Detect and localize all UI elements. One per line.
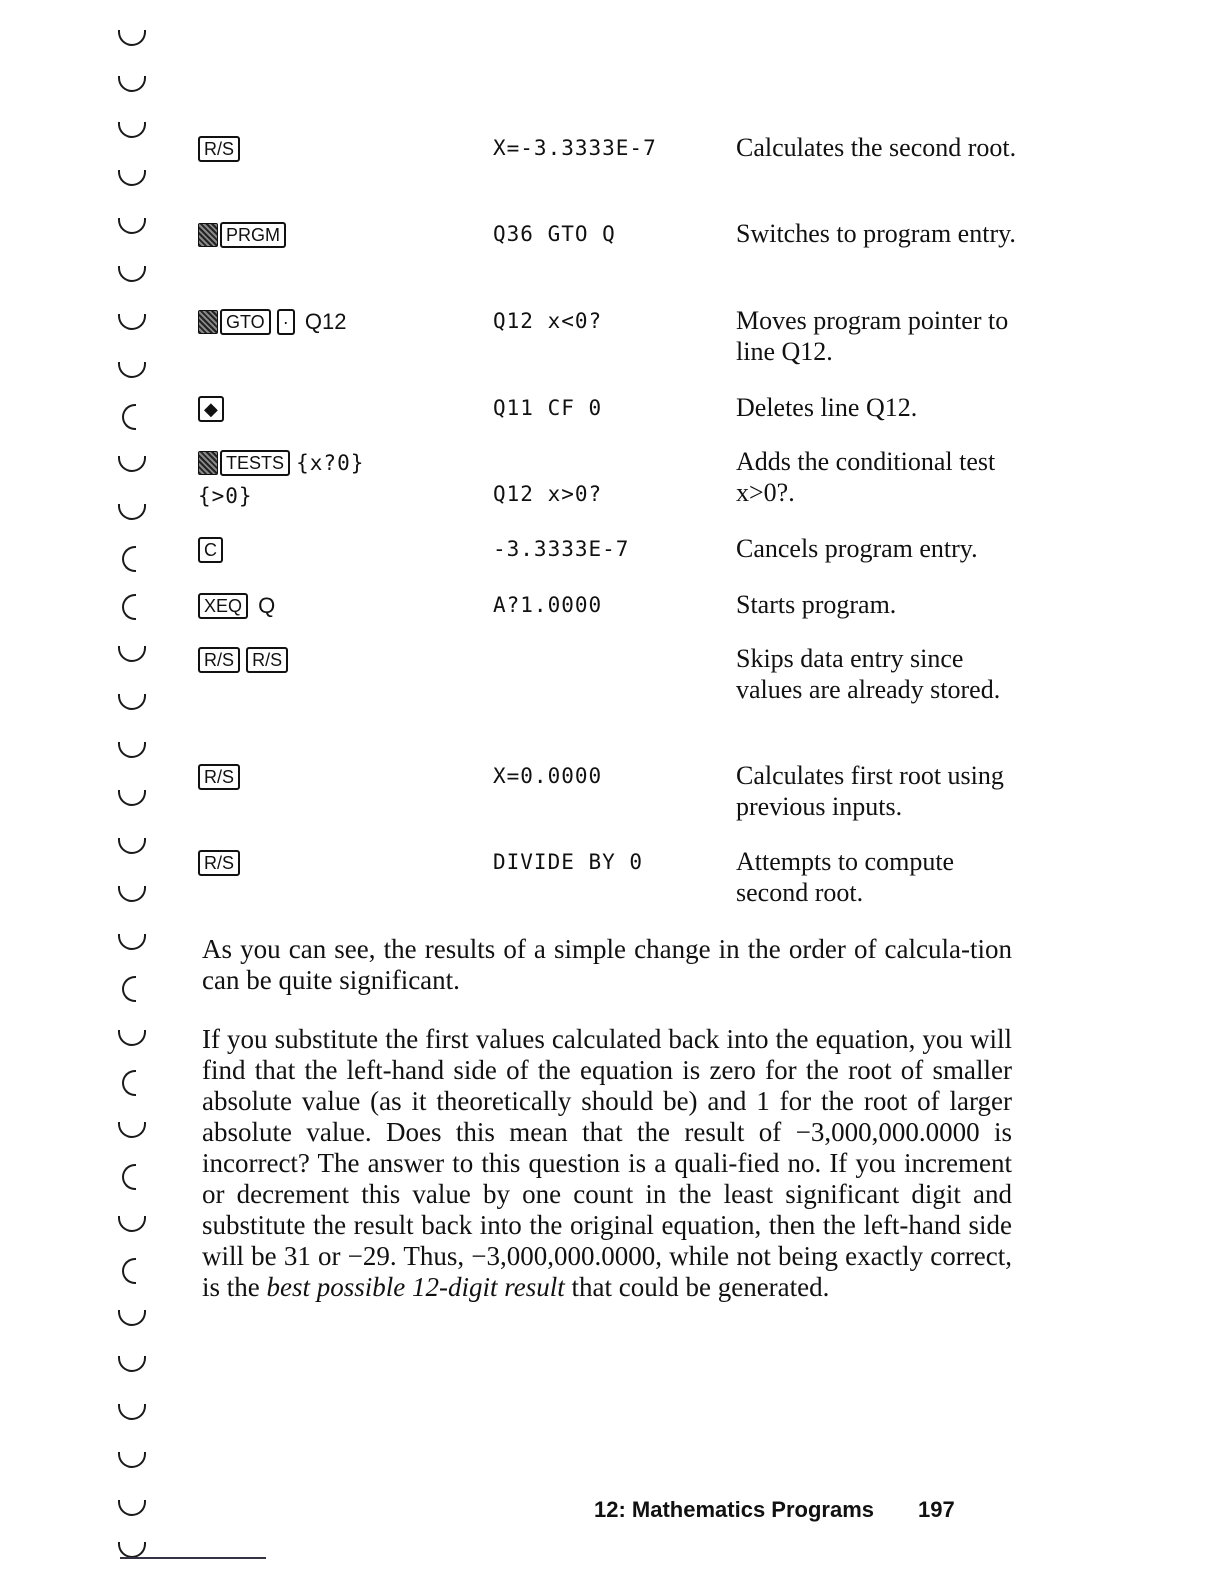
keystroke-cell: [198, 132, 240, 164]
shift-key-icon: [198, 310, 218, 334]
label-text: Q: [258, 593, 276, 619]
page-number: 197: [918, 1497, 955, 1522]
page-footer: [594, 1497, 955, 1523]
display-cell: DIVIDE BY 0: [493, 850, 644, 874]
prgm-key: PRGM: [220, 222, 286, 248]
rs-key: R/S: [198, 764, 240, 790]
description-cell: Starts program.: [736, 590, 897, 619]
keystroke-cell: [198, 218, 286, 250]
keystroke-cell: [198, 533, 223, 565]
tests-key: TESTS: [220, 450, 290, 476]
keystroke-cell: [198, 846, 240, 878]
description-cell: Moves program pointer to line Q12.: [736, 306, 1009, 366]
description-cell: Attempts to compute second root.: [736, 847, 955, 907]
rs-key: R/S: [198, 136, 240, 162]
rs-key: R/S: [246, 647, 288, 673]
keystroke-cell: [198, 760, 240, 792]
display-cell: Q12 x>0?: [493, 482, 603, 506]
description-cell: Deletes line Q12.: [736, 393, 918, 422]
description-cell: Skips data entry since values are already stored.: [736, 644, 1001, 704]
c-key: C: [198, 537, 223, 563]
keystroke-cell: [198, 305, 347, 338]
dot-key: ·: [277, 309, 295, 335]
display-cell: Q12 x<0?: [493, 309, 603, 333]
keystroke-cell: [198, 643, 288, 675]
display-cell: X=-3.3333E-7: [493, 136, 657, 160]
shift-key-icon: [198, 223, 218, 247]
binding-edge-line: [120, 1557, 266, 1559]
description-cell: Calculates the second root.: [736, 133, 1017, 162]
gto-key: GTO: [220, 309, 271, 335]
keystroke-cell: [198, 392, 224, 424]
paragraph-text: If you substitute the first values calculated back into the equation, you will find that the left-hand side of the equation is zero for the root of smaller absolute value (as it theoretically should be) and 1 for the root of larger absolute value. Does this mean that the result of −3,000,000.0000 is incorrect? The answer to this question is a quali-fied no. If you increment or decrement this value by one count in the least significant digit and substitute the result back into the original equation, then the left-hand side will be 31 or −29. Thus, −3,000,000.0000, while not being exactly correct, is the: [202, 1024, 1012, 1302]
display-cell: A?1.0000: [493, 593, 603, 617]
emphasis-text: best possible 12-digit result: [266, 1272, 565, 1302]
description-cell: Calculates first root using previous inputs.: [736, 761, 1004, 821]
description-cell: Cancels program entry.: [736, 534, 978, 563]
paragraph: [202, 1024, 1012, 1303]
display-cell: -3.3333E-7: [493, 537, 630, 561]
keystroke-cell: [198, 589, 275, 622]
display-cell: Q11 CF 0: [493, 396, 603, 420]
menu-choice: {x?0}: [296, 451, 365, 476]
display-cell: Q36 GTO Q: [493, 222, 616, 246]
rs-key: R/S: [198, 647, 240, 673]
paragraph: As you can see, the results of a simple change in the order of calcula-tion can be quite significant.: [202, 934, 1012, 995]
xeq-key: XEQ: [198, 593, 248, 619]
shift-key-icon: [198, 451, 218, 475]
spiral-binding: [112, 0, 162, 1584]
description-cell: Switches to program entry.: [736, 219, 1016, 248]
description-cell: Adds the conditional test x>0?.: [736, 447, 996, 507]
display-cell: X=0.0000: [493, 764, 603, 788]
backspace-key: ◆: [198, 396, 224, 422]
keystroke-cell: [198, 446, 364, 512]
chapter-title: 12: Mathematics Programs: [594, 1497, 874, 1522]
paragraph-text: that could be generated.: [571, 1272, 830, 1302]
rs-key: R/S: [198, 850, 240, 876]
menu-choice: {>0}: [198, 484, 253, 509]
label-text: Q12: [304, 309, 347, 335]
